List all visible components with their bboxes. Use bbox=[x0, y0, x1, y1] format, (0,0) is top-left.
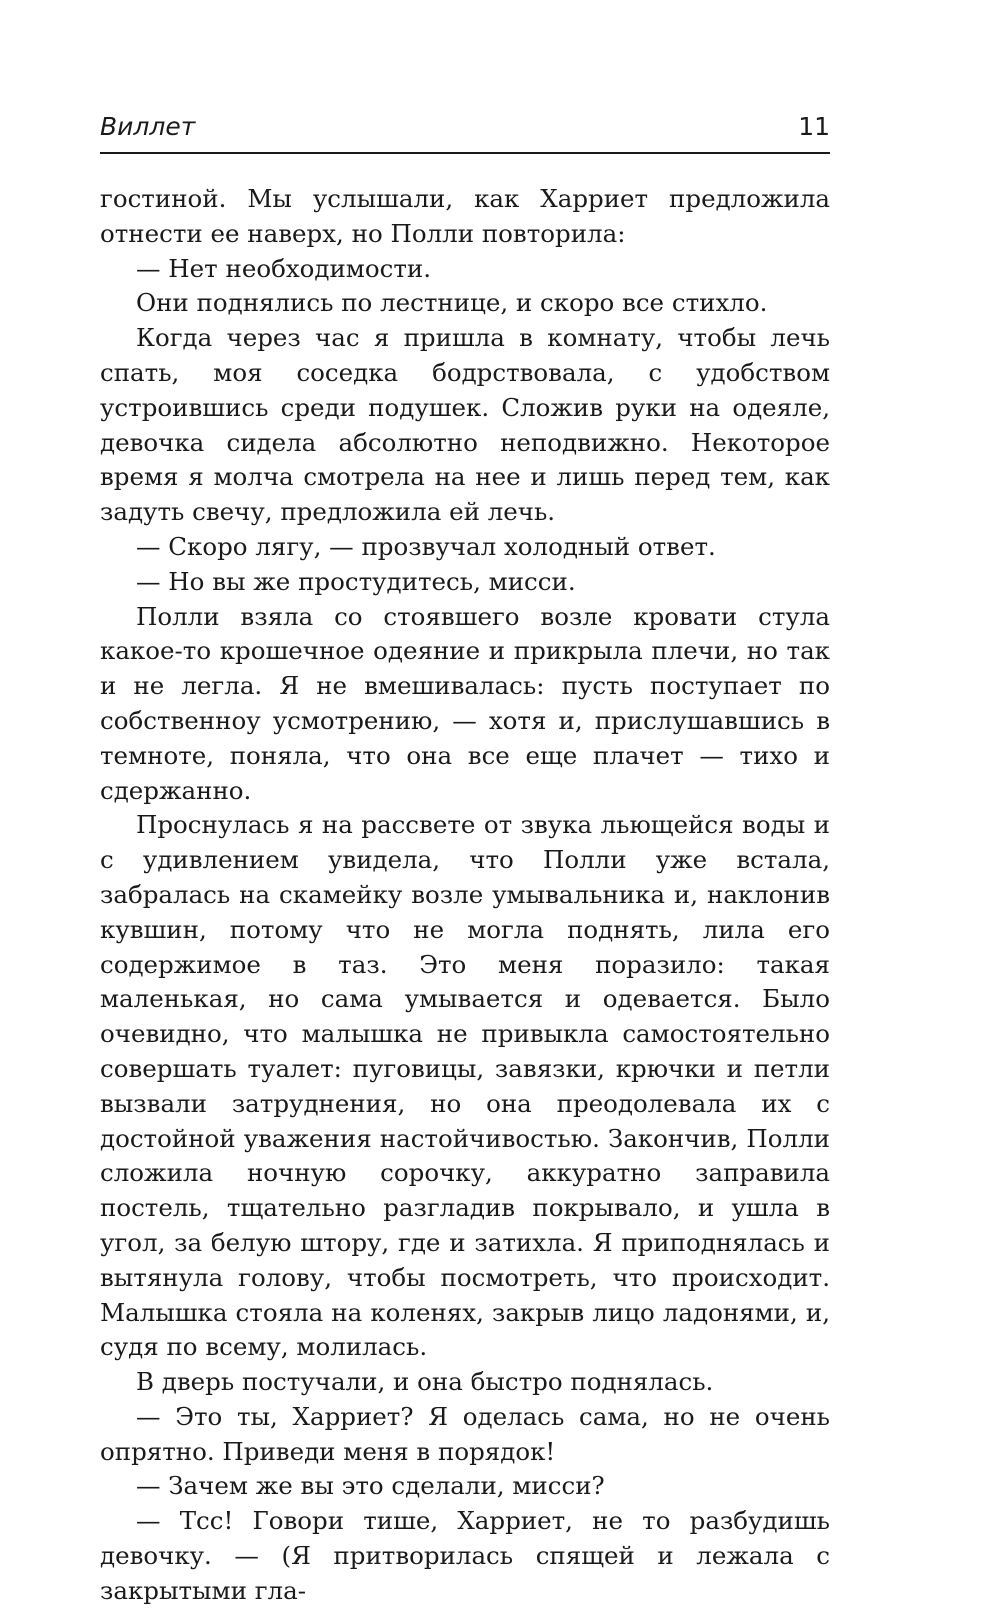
paragraph: В дверь постучали, и она быстро поднялась. bbox=[136, 1367, 714, 1397]
paragraph: — Тсс! Говори тише, Харриет, не то разбудишь девочку. — (Я притворилась спящей и лежала с закрытыми гла- bbox=[100, 1506, 830, 1605]
paragraph: Когда через час я пришла в комнату, чтобы лечь спать, моя соседка бодрствовала, с удобством устроившись среди подушек. Сложив руки на одеяле, девочка сидела абсолютно неподвижно. Некоторое время я молча смотрела на нее и лишь перед тем, как задуть свечу, предложила ей лечь. bbox=[100, 323, 830, 527]
paragraph: Проснулась я на рассвете от звука льющейся воды и с удивлением увидела, что Полли уже встала, забралась на скамейку возле умывальника и, наклонив кувшин, потому что не могла поднять, лила его содержимое в таз. Это меня поразило: такая маленькая, но сама умывается и одевается. Было очевидно, что малышка не привыкла самостоятельно совершать туалет: пуговицы, завязки, крючки и петли вызвали затруднения, но она преодолевала их с достойной уважения настойчивостью. Закончив, Полли сложила ночную сорочку, аккуратно заправила постель, тщательно разгладив покрывало, и ушла в угол, за белую штору, где и затихла. Я приподнялась и вытянула голову, чтобы посмотреть, что происходит. Малышка стояла на коленях, закрыв лицо ладонями, и, судя по всему, молилась. bbox=[100, 810, 830, 1362]
paragraph: — Нет необходимости. bbox=[136, 253, 432, 283]
paragraph: Полли взяла со стоявшего возле кровати стула какое-то крошечное одеяние и прикрыла плечи, но так и не легла. Я не вмешивалась: пусть поступает по собственноу усмотрению, — хотя и, прислушавшись в темноте, поняла, что она все еще плачет — тихо и сдержанно. bbox=[100, 601, 830, 805]
paragraph: — Но вы же простудитесь, мисси. bbox=[136, 566, 576, 596]
paragraph: — Это ты, Харриет? Я оделась сама, но не очень опрятно. Приведи меня в порядок! bbox=[100, 1401, 830, 1466]
page-number: 11 bbox=[798, 112, 830, 141]
book-title: Виллет bbox=[100, 112, 196, 141]
paragraph: гостиной. Мы услышали, как Харриет предложила отнести ее наверх, но Полли повторила: bbox=[100, 184, 830, 248]
paragraph: — Зачем же вы это сделали, мисси? bbox=[136, 1471, 605, 1501]
paragraph: Они поднялись по лестнице, и скоро все стихло. bbox=[136, 288, 768, 318]
running-head bbox=[100, 112, 830, 154]
paragraph: — Скоро лягу, — прозвучал холодный ответ. bbox=[136, 531, 716, 561]
text-body bbox=[100, 182, 830, 1609]
